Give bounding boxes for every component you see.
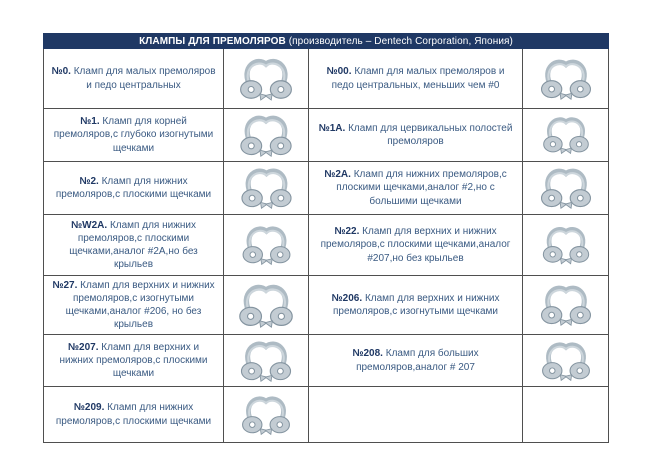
clamp-description-cell — [309, 49, 523, 109]
clamp-number: №00. — [326, 66, 352, 78]
clamp-number: №207. — [67, 341, 99, 353]
clamp-description: Кламп для больших премоляров,аналог # 207 — [356, 348, 479, 373]
clamp-description: Кламп для верхних и нижних премоляров,с плоскими щечками — [59, 341, 208, 380]
table-title-main: КЛАМПЫ ДЛЯ ПРЕМОЛЯРОВ — [139, 35, 286, 47]
clamp-image — [539, 283, 593, 327]
clamp-image-cell — [523, 215, 609, 276]
clamp-description-cell — [44, 109, 224, 162]
clamp-image — [239, 224, 294, 266]
clamp-description-cell — [309, 109, 523, 162]
table-title — [44, 34, 609, 49]
clamp-image-cell — [523, 276, 609, 335]
clamp-description: Кламп для верхних и нижних премоляров,с изогнутыми щечками — [333, 292, 500, 317]
clamp-number: №0. — [51, 66, 71, 78]
clamp-description: Кламп для верхних и нижних премоляров,с изогнутыми щечками,аналог #206, но без крыльев — [65, 279, 215, 331]
clamp-description-cell — [44, 49, 224, 109]
table-row — [44, 387, 609, 443]
clamp-image — [539, 164, 593, 212]
clamp-image-cell — [523, 109, 609, 162]
clamp-description-cell — [44, 162, 224, 215]
clamp-description-cell — [309, 162, 523, 215]
clamp-description: Кламп для нижних премоляров,с плоскими щечками — [55, 402, 212, 427]
clamp-image-cell — [224, 215, 309, 276]
clamp-description: Кламп для нижних премоляров,с плоскими щечками,аналог #2,но с большими щечками — [336, 169, 507, 207]
clamp-description-cell — [44, 276, 224, 335]
clamp-number: №27. — [52, 279, 78, 291]
table-row — [44, 109, 609, 162]
clamp-description: Кламп для малых премоляров и педо центральных, меньших чем #0 — [331, 66, 505, 91]
clamp-image — [239, 166, 294, 210]
clamp-number: №22. — [334, 226, 360, 238]
empty-cell — [309, 387, 523, 443]
clamp-image-cell — [224, 335, 309, 387]
clamp-number: №206. — [331, 292, 363, 304]
clamp-image — [541, 222, 591, 268]
clamp-description: Кламп для нижних премоляров,с плоскими щечками,аналог #2А,но без крыльев — [69, 219, 198, 271]
clamp-description-cell — [44, 335, 224, 387]
clamp-image-cell — [224, 49, 309, 109]
table-row — [44, 49, 609, 109]
clamp-image-cell — [224, 162, 309, 215]
clamp-description-cell — [44, 387, 224, 443]
clamp-description: Кламп для корней премоляров,с глубоко изогнутыми щечками — [53, 116, 214, 154]
clamp-description: Кламп для нижних премоляров,с плоскими щечками — [55, 175, 212, 200]
clamp-number: №208. — [352, 348, 383, 360]
clamp-image-cell — [523, 49, 609, 109]
clamp-number: №W2А. — [71, 219, 108, 231]
table-title-manufacturer: (производитель – Dentech Corporation, Япония) — [285, 35, 513, 47]
empty-cell — [523, 387, 609, 443]
clamp-description: Кламп для малых премоляров и педо центральных — [73, 66, 216, 91]
clamp-number: №2А. — [324, 169, 351, 181]
clamp-image-cell — [224, 109, 309, 162]
table-row — [44, 276, 609, 335]
clamp-image — [238, 339, 294, 383]
clamp-image — [539, 57, 593, 101]
table-row — [44, 335, 609, 387]
clamp-image — [541, 115, 591, 155]
table-row — [44, 162, 609, 215]
clamp-description-cell — [309, 335, 523, 387]
clamp-description-cell — [309, 276, 523, 335]
clamp-image-cell — [224, 276, 309, 335]
clamp-number: №2. — [79, 175, 99, 187]
table-row — [44, 215, 609, 276]
clamp-image-cell — [224, 387, 309, 443]
clamp-image — [239, 394, 293, 436]
clamp-image — [237, 282, 295, 329]
clamp-number: №1. — [80, 116, 100, 128]
premolar-clamps-table — [43, 33, 609, 443]
clamp-number: №209. — [73, 402, 105, 414]
clamp-description-cell — [309, 215, 523, 276]
clamp-image-cell — [523, 335, 609, 387]
clamp-image — [540, 340, 592, 382]
clamp-image-cell — [523, 162, 609, 215]
clamp-number: №1А. — [318, 122, 346, 134]
clamp-description-cell — [44, 215, 224, 276]
clamp-image — [238, 113, 294, 158]
clamp-description: Кламп для верхних и нижних премоляров,с плоскими щечками,аналог #207,но без крыльев — [320, 226, 511, 264]
clamp-image — [238, 56, 294, 102]
clamp-description: Кламп для цервикальных полостей премоляров — [348, 122, 513, 147]
